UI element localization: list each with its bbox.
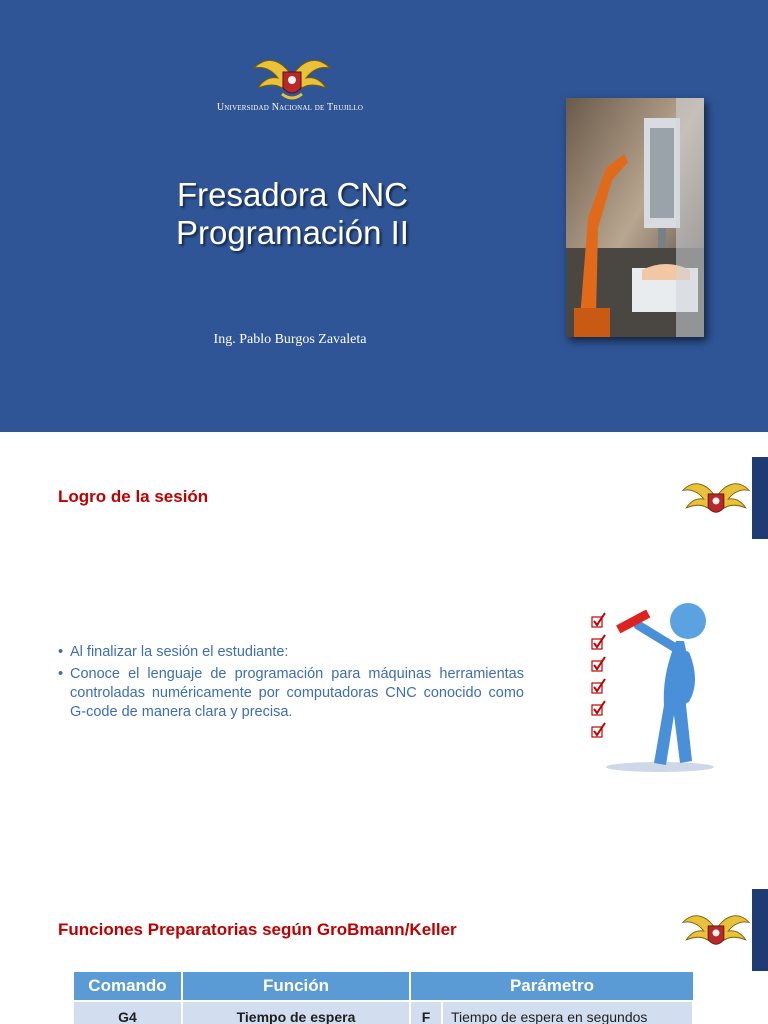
slide3-heading: Funciones Preparatorias según GroBmann/Keller [58,920,457,939]
list-item: • Al finalizar la sesión el estudiante: [58,643,524,662]
cell-comando: G4 [74,1001,182,1024]
title-line-2: Programación II [176,214,409,251]
title-slide [0,0,768,432]
cnc-machine-photo [566,98,704,337]
university-crest-icon [681,478,751,522]
cell-funcion: Tiempo de espera [182,1001,410,1024]
cell-param-desc: Tiempo de espera en segundos [442,1001,693,1024]
checklist-figure-icon [588,595,720,775]
university-crest-icon [252,54,332,104]
slide-title [120,176,465,252]
column-header-funcion: Función [182,972,410,1001]
university-crest-icon [681,910,751,954]
column-header-comando: Comando [74,972,182,1001]
table-row [74,1001,693,1024]
objective-list [58,643,524,725]
slide2-side-bar [752,457,768,539]
university-name: Universidad Nacional de Trujillo [216,102,364,113]
author-name: Ing. Pablo Burgos Zavaleta [213,332,367,347]
cell-param-code: F [410,1001,442,1024]
column-header-parametro: Parámetro [410,972,693,1001]
functions-table [74,972,694,1024]
title-line-1: Fresadora CNC [176,176,409,213]
slide3-side-bar [752,889,768,971]
list-item: • Conoce el lenguaje de programación para máquinas herramientas controladas numéricamente por computadoras CNC conocido como G-code de manera clara y precisa. [58,665,524,722]
slide2-heading: Logro de la sesión [58,487,209,506]
